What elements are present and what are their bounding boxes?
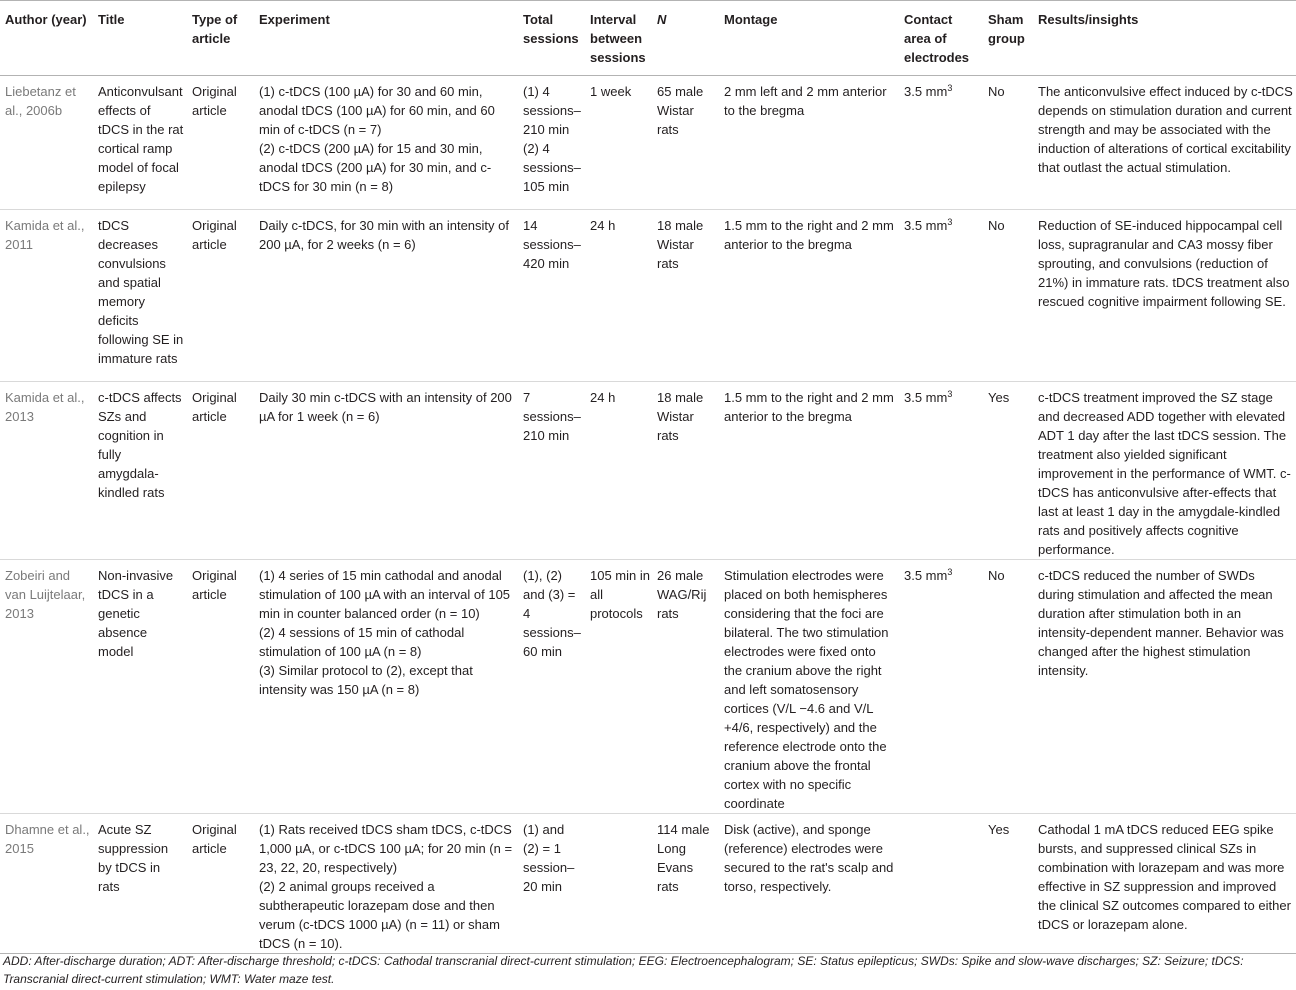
cell-author	[0, 210, 93, 382]
montage-text: 1.5 mm to the right and 2 mm anterior to the bregma	[724, 218, 894, 252]
cell-sessions	[518, 76, 585, 210]
unit-exponent: 3	[947, 83, 953, 93]
cell-type	[187, 560, 254, 814]
cell-n	[652, 560, 719, 814]
cell-experiment	[254, 560, 518, 814]
cell-type	[187, 382, 254, 560]
cell-interval	[585, 210, 652, 382]
cell-montage	[719, 560, 899, 814]
sessions-text: 14 sessions–420 min	[523, 218, 581, 271]
contact-value: 3.5 mm	[904, 84, 948, 99]
cell-montage	[719, 382, 899, 560]
cell-montage	[719, 76, 899, 210]
cell-interval	[585, 76, 652, 210]
unit-exponent: 3	[947, 389, 953, 399]
cell-title	[93, 210, 187, 382]
unit-exponent: 3	[947, 567, 953, 577]
table-row	[0, 814, 1296, 954]
cell-interval	[585, 814, 652, 954]
cell-montage	[719, 814, 899, 954]
experiment-line: (2) c-tDCS (200 µA) for 15 and 30 min, anodal tDCS (200 µA) for 30 min, and c-tDCS for 30 min (n = 8)	[259, 141, 492, 194]
interval-text: 1 week	[590, 84, 632, 99]
sham-text: No	[988, 84, 1005, 99]
cell-sessions	[518, 382, 585, 560]
experiment-line: (3) Similar protocol to (2), except that intensity was 150 µA (n = 8)	[259, 663, 473, 697]
cell-contact	[899, 814, 983, 954]
author-text: Kamida et al., 2013	[5, 390, 85, 424]
cell-sham	[983, 560, 1033, 814]
experiment-line: (2) 2 animal groups received a subtherapeutic lorazepam dose and then verum (c-tDCS 1000 µA) (n = 11) or sham tDCS (n = 10).	[259, 879, 500, 951]
cell-contact	[899, 76, 983, 210]
sessions-text: (1) and (2) = 1 session–20 min	[523, 822, 575, 894]
header-title: Title	[93, 1, 187, 76]
n-text: 114 male Long Evans rats	[657, 822, 710, 894]
experiment-line: (1) c-tDCS (100 µA) for 30 and 60 min, anodal tDCS (100 µA) for 60 min, and 60 min of c-tDCS (n = 7)	[259, 84, 495, 137]
cell-title	[93, 814, 187, 954]
cell-contact	[899, 210, 983, 382]
type-text: Original article	[192, 84, 237, 118]
cell-author	[0, 814, 93, 954]
author-text: Kamida et al., 2011	[5, 218, 85, 252]
cell-type	[187, 210, 254, 382]
cell-author	[0, 76, 93, 210]
cell-author	[0, 560, 93, 814]
cell-sessions	[518, 814, 585, 954]
header-results: Results/insights	[1033, 1, 1296, 76]
author-text: Dhamne et al., 2015	[5, 822, 90, 856]
title-text: Non-invasive tDCS in a genetic absence model	[98, 568, 174, 659]
type-text: Original article	[192, 390, 237, 424]
table-row	[0, 382, 1296, 560]
cell-n	[652, 814, 719, 954]
cell-title	[93, 382, 187, 560]
experiment-line: (2) 4 sessions of 15 min of cathodal stimulation of 100 µA (n = 8)	[259, 625, 465, 659]
title-text: c-tDCS affects SZs and cognition in fully amygdala-kindled rats	[98, 390, 182, 500]
table-row	[0, 210, 1296, 382]
cell-experiment	[254, 382, 518, 560]
sessions-text: 7 sessions–210 min	[523, 390, 581, 443]
header-sessions: Total sessions	[518, 1, 585, 76]
montage-text: 2 mm left and 2 mm anterior to the bregma	[724, 84, 887, 118]
header-interval: Interval between sessions	[585, 1, 652, 76]
contact-value: 3.5 mm	[904, 568, 948, 583]
results-text: Reduction of SE-induced hippocampal cell loss, supragranular and CA3 mossy fiber sprouting, and convulsions (reduction of 21%) in immature rats. tDCS treatment also rescued cognitive impairment following SE.	[1038, 218, 1290, 309]
cell-experiment	[254, 814, 518, 954]
cell-sham	[983, 76, 1033, 210]
header-experiment: Experiment	[254, 1, 518, 76]
header-row	[0, 1, 1296, 76]
contact-value: 3.5 mm	[904, 218, 948, 233]
title-text: tDCS decreases convulsions and spatial memory deficits following SE in immature rats	[98, 218, 184, 366]
cell-results	[1033, 560, 1296, 814]
cell-sham	[983, 382, 1033, 560]
type-text: Original article	[192, 822, 237, 856]
cell-montage	[719, 210, 899, 382]
cell-n	[652, 210, 719, 382]
experiment-line: (1) 4 series of 15 min cathodal and anodal stimulation of 100 µA with an interval of 105 min in counter balanced order (n = 10)	[259, 568, 511, 621]
cell-title	[93, 560, 187, 814]
experiment-line: Daily 30 min c-tDCS with an intensity of 200 µA for 1 week (n = 6)	[259, 390, 512, 424]
type-text: Original article	[192, 568, 237, 602]
sham-text: No	[988, 218, 1005, 233]
cell-results	[1033, 76, 1296, 210]
sessions-text: (1), (2) and (3) = 4 sessions–60 min	[523, 568, 581, 659]
table-row	[0, 560, 1296, 814]
cell-type	[187, 76, 254, 210]
cell-sham	[983, 210, 1033, 382]
unit-exponent: 3	[947, 217, 953, 227]
cell-interval	[585, 560, 652, 814]
cell-results	[1033, 814, 1296, 954]
cell-n	[652, 76, 719, 210]
cell-results	[1033, 210, 1296, 382]
table-row	[0, 76, 1296, 210]
cell-sessions	[518, 210, 585, 382]
cell-interval	[585, 382, 652, 560]
cell-experiment	[254, 76, 518, 210]
title-text: Acute SZ suppression by tDCS in rats	[98, 822, 169, 894]
montage-text: Disk (active), and sponge (reference) electrodes were secured to the rat's scalp and torso, respectively.	[724, 822, 894, 894]
montage-text: Stimulation electrodes were placed on both hemispheres considering that the foci are bilateral. The two stimulation electrodes were fixed onto the cranium above the right and left somatosensory cortices (V/L −4.6 and V/L +4/6, respectively) and the reference electrode onto the cranium above the frontal cortex with no specific coordinate	[724, 568, 889, 811]
results-text: Cathodal 1 mA tDCS reduced EEG spike bursts, and suppressed clinical SZs in combination with lorazepam and was more effective in SZ suppression and improved the clinical SZ outcomes compared to either tDCS or lorazepam alone.	[1038, 822, 1291, 932]
cell-sham	[983, 814, 1033, 954]
cell-experiment	[254, 210, 518, 382]
cell-title	[93, 76, 187, 210]
n-text: 18 male Wistar rats	[657, 218, 704, 271]
n-text: 65 male Wistar rats	[657, 84, 704, 137]
header-montage: Montage	[719, 1, 899, 76]
cell-contact	[899, 382, 983, 560]
type-text: Original article	[192, 218, 237, 252]
header-sham: Sham group	[983, 1, 1033, 76]
interval-text: 105 min in all protocols	[590, 568, 650, 621]
table-footnote: ADD: After-discharge duration; ADT: After-discharge threshold; c-tDCS: Cathodal transcranial direct-current stimulation; EEG: Electroencephalogram; SE: Status epilepticus; SWDs: Spike and slow-wave discharges; SZ: Seizure; tDCS: Transcranial direct-current stimulation; WMT: Water maze test.	[3, 954, 1244, 986]
sham-text: Yes	[988, 822, 1010, 837]
sham-text: Yes	[988, 390, 1010, 405]
experiment-line: Daily c-tDCS, for 30 min with an intensity of 200 µA, for 2 weeks (n = 6)	[259, 218, 509, 252]
header-author: Author (year)	[0, 1, 93, 76]
header-n: N	[652, 1, 719, 76]
sessions-text: (1) 4 sessions–210 min (2) 4 sessions–105 min	[523, 84, 581, 194]
sham-text: No	[988, 568, 1005, 583]
cell-sessions	[518, 560, 585, 814]
interval-text: 24 h	[590, 218, 616, 233]
header-type: Type of article	[187, 1, 254, 76]
experiment-line: (1) Rats received tDCS sham tDCS, c-tDCS 1,000 µA, or c-tDCS 100 µA; for 20 min (n = 23, 22, 20, respectively)	[259, 822, 513, 875]
cell-author	[0, 382, 93, 560]
interval-text: 24 h	[590, 390, 616, 405]
cell-contact	[899, 560, 983, 814]
author-text: Zobeiri and van Luijtelaar, 2013	[5, 568, 86, 621]
results-text: c-tDCS reduced the number of SWDs during stimulation and affected the mean duration after stimulation both in an intensity-dependent manner. Behavior was changed after the highest stimulation intensity.	[1038, 568, 1284, 678]
table-body	[0, 76, 1296, 954]
title-text: Anticonvulsant effects of tDCS in the rat cortical ramp model of focal epilepsy	[98, 84, 184, 194]
results-text: c-tDCS treatment improved the SZ stage and decreased ADD together with elevated ADT 1 day after the last tDCS session. The treatment also yielded significant improvement in the performance of WMT. c-tDCS has anticonvulsive after-effects that last at least 1 day in the amygdale-kindled rats and positively affects cognitive performance.	[1038, 390, 1291, 557]
contact-value: 3.5 mm	[904, 390, 948, 405]
cell-type	[187, 814, 254, 954]
author-text: Liebetanz et al., 2006b	[5, 84, 76, 118]
montage-text: 1.5 mm to the right and 2 mm anterior to the bregma	[724, 390, 894, 424]
cell-n	[652, 382, 719, 560]
results-text: The anticonvulsive effect induced by c-tDCS depends on stimulation duration and current strength and may be associated with the induction of alterations of cortical excitability that outlast the actual stimulation.	[1038, 84, 1293, 175]
cell-results	[1033, 382, 1296, 560]
header-contact: Contact area of electrodes	[899, 1, 983, 76]
n-text: 18 male Wistar rats	[657, 390, 704, 443]
n-text: 26 male WAG/Rij rats	[657, 568, 707, 621]
